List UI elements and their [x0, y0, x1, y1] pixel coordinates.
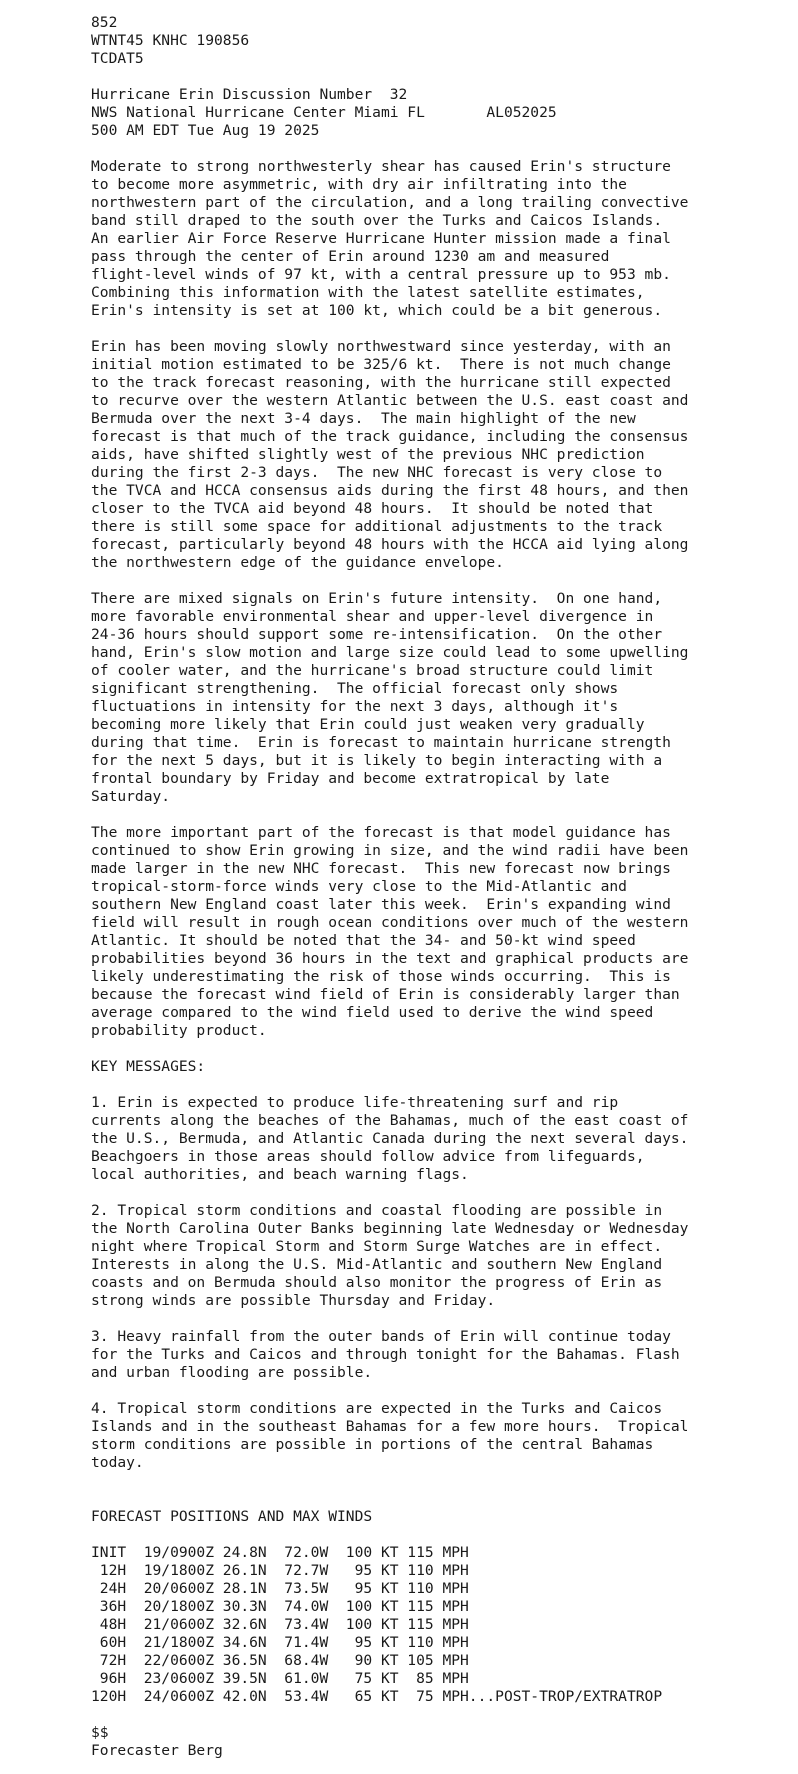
key-message-item: 4. Tropical storm conditions are expected in the Turks and Caicos Islands and in the southeast Bahamas for a few more hours. Tropical storm conditions are possible in portions of the central Bahamas today. — [91, 1400, 689, 1471]
discussion-title: Hurricane Erin Discussion Number 32 — [91, 86, 408, 103]
paragraph-wind-field: The more important part of the forecast is that model guidance has continued to show Erin growing in size, and the wind radii have been made larger in the new NHC forecast. This new forecast now brings tropical-storm-force winds very close to the Mid-Atlantic and southern New England coast later this week. Erin's expanding wind field will result in rough ocean conditions over much of the western Atlantic. It should be noted that the 34- and 50-kt wind speed probabilities beyond 36 hours in the text and graphical products are likely underestimating the risk of those winds occurring. This is because the forecast wind field of Erin is considerably larger than average compared to the wind field used to derive the wind speed probability product. — [91, 824, 689, 1039]
discussion-document — [91, 14, 791, 1760]
awips-id-line: TCDAT5 — [91, 50, 144, 67]
forecast-row: INIT 19/0900Z 24.8N 72.0W 100 KT 115 MPH — [91, 1544, 469, 1561]
forecast-row: 120H 24/0600Z 42.0N 53.4W 65 KT 75 MPH...POST-TROP/EXTRATROP — [91, 1688, 663, 1705]
product-id-line: 852 — [91, 14, 118, 31]
forecast-row: 96H 23/0600Z 39.5N 61.0W 75 KT 85 MPH — [91, 1670, 469, 1687]
forecast-row: 12H 19/1800Z 26.1N 72.7W 95 KT 110 MPH — [91, 1562, 469, 1579]
key-message-item: 3. Heavy rainfall from the outer bands of Erin will continue today for the Turks and Caicos and through tonight for the Bahamas. Flash and urban flooding are possible. — [91, 1328, 680, 1381]
key-message-item: 1. Erin is expected to produce life-threatening surf and rip currents along the beaches of the Bahamas, much of the east coast of the U.S., Bermuda, and Atlantic Canada during the next several days. Beachgoers in those areas should follow advice from lifeguards, local authorities, and beach warning flags. — [91, 1094, 689, 1183]
paragraph-track-forecast: Erin has been moving slowly northwestward since yesterday, with an initial motion estimated to be 325/6 kt. There is not much change to the track forecast reasoning, with the hurricane still expected to recurve over the western Atlantic between the U.S. east coast and Bermuda over the next 3-4 days. The main highlight of the new forecast is that much of the track guidance, including the consensus aids, have shifted slightly west of the previous NHC prediction during the first 2-3 days. The new NHC forecast is very close to the TVCA and HCCA consensus aids during the first 48 hours, and then closer to the TVCA aid beyond 48 hours. It should be noted that there is still some space for additional adjustments to the track forecast, particularly beyond 48 hours with the HCCA aid lying along the northwestern edge of the guidance envelope. — [91, 338, 689, 571]
forecast-row: 72H 22/0600Z 36.5N 68.4W 90 KT 105 MPH — [91, 1652, 469, 1669]
wmo-header-line: WTNT45 KNHC 190856 — [91, 32, 250, 49]
forecast-row: 48H 21/0600Z 32.6N 73.4W 100 KT 115 MPH — [91, 1616, 469, 1633]
forecast-positions-heading: FORECAST POSITIONS AND MAX WINDS — [91, 1508, 373, 1525]
forecast-table — [91, 1544, 791, 1706]
issue-time: 500 AM EDT Tue Aug 19 2025 — [91, 122, 320, 139]
forecast-row: 24H 20/0600Z 28.1N 73.5W 95 KT 110 MPH — [91, 1580, 469, 1597]
forecaster-name: Forecaster Berg — [91, 1742, 223, 1759]
paragraph-intensity-forecast: There are mixed signals on Erin's future intensity. On one hand, more favorable environmental shear and upper-level divergence in 24-36 hours should support some re-intensification. On the other hand, Erin's slow motion and large size could lead to some upwelling of cooler water, and the hurricane's broad structure could limit significant strengthening. The official forecast only shows fluctuations in intensity for the next 3 days, although it's becoming more likely that Erin could just weaken very gradually during that time. Erin is forecast to maintain hurricane strength for the next 5 days, but it is likely to begin interacting with a frontal boundary by Friday and become extratropical by late Saturday. — [91, 590, 689, 805]
paragraph-current-structure: Moderate to strong northwesterly shear has caused Erin's structure to become more asymmetric, with dry air infiltrating into the northwestern part of the circulation, and a long trailing convective band still draped to the south over the Turks and Caicos Islands. An earlier Air Force Reserve Hurricane Hunter mission made a final pass through the center of Erin around 1230 am and measured flight-level winds of 97 kt, with a central pressure up to 953 mb. Combining this information with the latest satellite estimates, Erin's intensity is set at 100 kt, which could be a bit generous. — [91, 158, 689, 319]
key-messages-heading: KEY MESSAGES: — [91, 1058, 206, 1075]
forecast-row: 36H 20/1800Z 30.3N 74.0W 100 KT 115 MPH — [91, 1598, 469, 1615]
forecast-row: 60H 21/1800Z 34.6N 71.4W 95 KT 110 MPH — [91, 1634, 469, 1651]
issuing-office: NWS National Hurricane Center Miami FL AL052025 — [91, 104, 557, 121]
key-message-item: 2. Tropical storm conditions and coastal flooding are possible in the North Carolina Outer Banks beginning late Wednesday or Wednesday night where Tropical Storm and Storm Surge Watches are in effect. Interests in along the U.S. Mid-Atlantic and southern New England coasts and on Bermuda should also monitor the progress of Erin as strong winds are possible Thursday and Friday. — [91, 1202, 689, 1309]
end-marker: $$ — [91, 1724, 109, 1741]
